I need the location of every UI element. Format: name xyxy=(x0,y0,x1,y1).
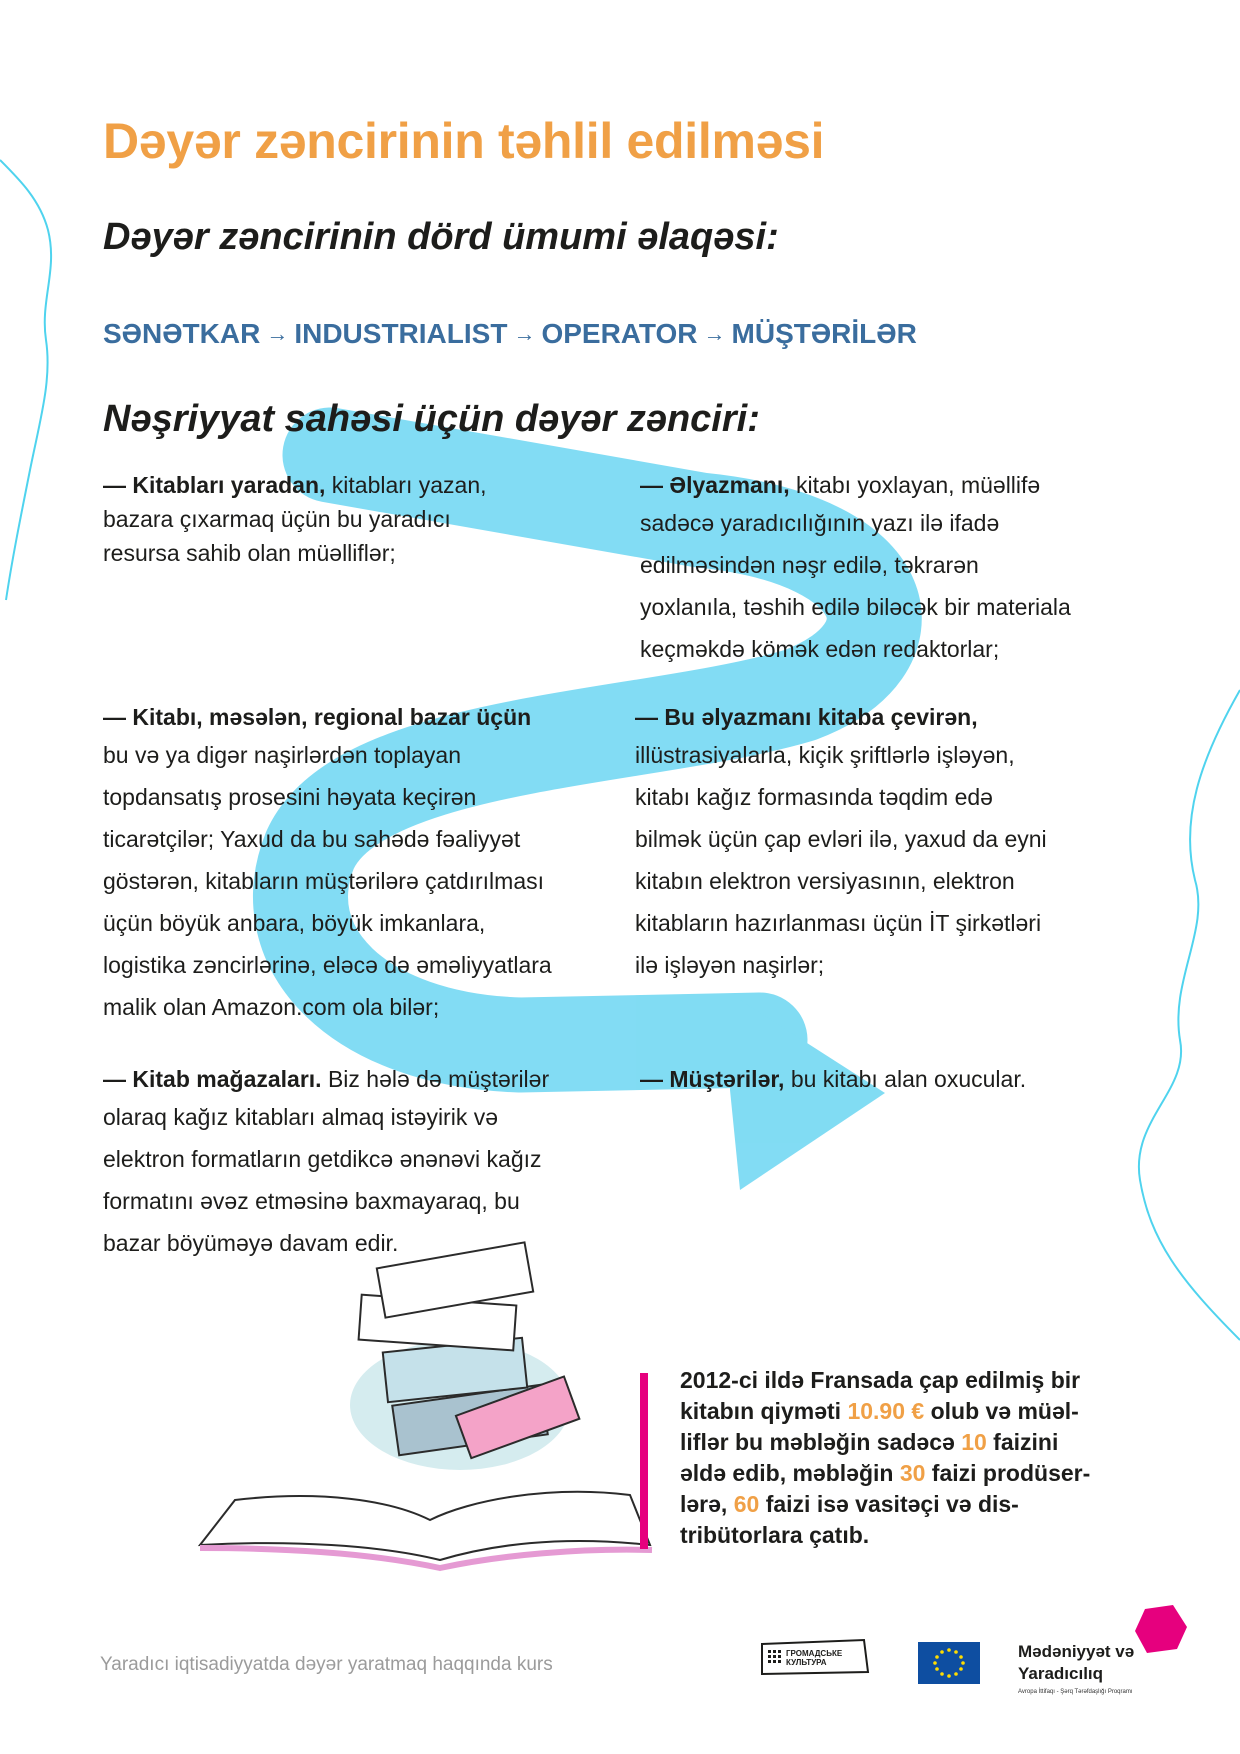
hromadske-logo-frame xyxy=(760,1638,870,1676)
block-bookstores xyxy=(103,1062,633,1264)
text-line: bu kitabı alan oxucular. xyxy=(784,1066,1027,1092)
arrow-right-icon: → xyxy=(703,321,726,346)
text-line: kitabları yazan, xyxy=(325,472,487,498)
text-line: olub və müəl- xyxy=(924,1398,1079,1424)
page-title: Dəyər zəncirinin təhlil edilməsi xyxy=(103,113,825,169)
text-line: 2012-ci ildə Fransada çap edilmiş bir xyxy=(680,1367,1081,1393)
text-line: lərə, xyxy=(680,1491,734,1517)
block-customers xyxy=(640,1062,1160,1096)
text-line: kitabı yoxlayan, müəllifə xyxy=(789,472,1041,498)
text-line: kitabların hazırlanması üçün İT şirkətləri xyxy=(635,910,1042,936)
subtitle-chain-links: Dəyər zəncirinin dörd ümumi əlaqəsi: xyxy=(103,216,779,258)
text-line: keçməkdə kömək edən redaktorlar; xyxy=(640,636,1000,662)
info-accent-bar xyxy=(640,1373,648,1549)
arrow-right-icon: → xyxy=(266,321,289,346)
hromadske-logo-line1: ГРОМАДСЬКЕ xyxy=(786,1649,843,1658)
text-line: bazara çıxarmaq üçün bu yaradıcı xyxy=(103,506,451,532)
text-line: göstərən, kitabların müştərilərə çatdırılması xyxy=(103,868,545,894)
text-line: ticarətçilər; Yaxud da bu sahədə fəaliyyət xyxy=(103,826,521,852)
culture-creativity-logo xyxy=(1018,1605,1188,1700)
text-line: formatını əvəz etməsinə baxmayaraq, bu xyxy=(103,1188,520,1214)
text-line: əldə edib, məbləğin xyxy=(680,1460,900,1486)
price-fact-text xyxy=(680,1365,1090,1551)
text-line: kitabın qiyməti xyxy=(680,1398,848,1424)
authors-percent-highlight: 10 xyxy=(961,1429,987,1455)
arrow-right-icon: → xyxy=(513,321,536,346)
hromadske-logo-line2: КУЛЬТУРА xyxy=(786,1658,827,1667)
distributors-percent-highlight: 60 xyxy=(733,1491,760,1517)
text-line: edilməsindən nəşr edilə, təkrarən xyxy=(640,552,979,578)
text-line: olaraq kağız kitabları almaq istəyirik və xyxy=(103,1104,498,1130)
magenta-shape-icon xyxy=(1133,1605,1188,1655)
text-line: malik olan Amazon.com ola bilər; xyxy=(103,994,440,1020)
value-chain-flow xyxy=(103,318,917,350)
chain-item-industrialist: INDUSTRIALIST xyxy=(294,318,508,349)
text-line: faizi isə vasitəçi və dis- xyxy=(759,1491,1019,1517)
chain-item-artisan: SƏNƏTKAR xyxy=(103,318,261,349)
text-line: logistika zəncirlərinə, eləcə də əməliyyatlara xyxy=(103,952,552,978)
eu-stars xyxy=(918,1642,980,1684)
text-line: topdansatış prosesini həyata keçirən xyxy=(103,784,477,810)
block-customers-heading: — Müştərilər, xyxy=(640,1066,785,1092)
text-line: illüstrasiyalarla, kiçik şriftlərlə işləyən, xyxy=(635,742,1015,768)
text-line: ilə işləyən naşirlər; xyxy=(635,952,825,978)
left-squiggle-line xyxy=(0,160,51,600)
producers-percent-highlight: 30 xyxy=(899,1460,926,1486)
text-line: kitabı kağız formasında təqdim edə xyxy=(635,784,993,810)
text-line: elektron formatların getdikcə ənənəvi kağız xyxy=(103,1146,542,1172)
text-line: faizi prodüser- xyxy=(925,1460,1091,1486)
chain-item-customers: MÜŞTƏRİLƏR xyxy=(731,318,917,349)
block-wholesalers-heading: — Kitabı, məsələn, regional bazar üçün xyxy=(103,704,532,730)
text-line: Biz hələ də müştərilər xyxy=(321,1066,550,1092)
block-editors xyxy=(640,468,1160,670)
block-creators xyxy=(103,468,623,570)
text-line: bu və ya digər naşirlərdən toplayan xyxy=(103,742,462,768)
text-line: faizini xyxy=(986,1429,1059,1455)
block-editors-heading: — Əlyazmanı, xyxy=(640,472,790,498)
culture-logo-subtext: Avropa İttifaqı - Şərq Tərəfdaşlığı Proqramı xyxy=(1018,1689,1133,1695)
block-bookstores-heading: — Kitab mağazaları. xyxy=(103,1066,322,1092)
culture-logo-text xyxy=(1018,1641,1134,1685)
block-publishers-heading: — Bu əlyazmanı kitaba çevirən, xyxy=(635,704,978,730)
text-line: sadəcə yaradıcılığının yazı ilə ifadə xyxy=(640,510,1000,536)
text-line: Mədəniyyət və xyxy=(1018,1642,1135,1661)
chain-item-operator: OPERATOR xyxy=(541,318,698,349)
text-line: üçün böyük anbara, böyük imkanlara, xyxy=(103,910,486,936)
block-creators-heading: — Kitabları yaradan, xyxy=(103,472,326,498)
text-line: liflər bu məbləğin sadəcə xyxy=(680,1429,962,1455)
subtitle-publishing-chain: Nəşriyyat sahəsi üçün dəyər zənciri: xyxy=(103,398,760,440)
hromadske-kultura-logo xyxy=(760,1638,870,1676)
text-line: yoxlanıla, təshih edilə biləcək bir materiala xyxy=(640,594,1071,620)
block-publishers xyxy=(635,700,1165,986)
price-fact-box xyxy=(640,1365,1140,1555)
text-line: tribütorlara çatıb. xyxy=(680,1522,870,1548)
price-highlight: 10.90 € xyxy=(847,1398,925,1424)
text-line: kitabın elektron versiyasının, elektron xyxy=(635,868,1015,894)
book-stack-illustration xyxy=(200,1242,652,1568)
block-wholesalers xyxy=(103,700,633,1028)
text-line: bazar böyüməyə davam edir. xyxy=(103,1230,399,1256)
text-line: bilmək üçün çap evləri ilə, yaxud da eyni xyxy=(635,826,1047,852)
text-line: Yaradıcılıq xyxy=(1018,1664,1104,1683)
text-line: resursa sahib olan müəlliflər; xyxy=(103,540,396,566)
eu-flag-icon xyxy=(918,1642,980,1684)
footer-course-name: Yaradıcı iqtisadiyyatda dəyər yaratmaq haqqında kurs xyxy=(100,1654,553,1675)
